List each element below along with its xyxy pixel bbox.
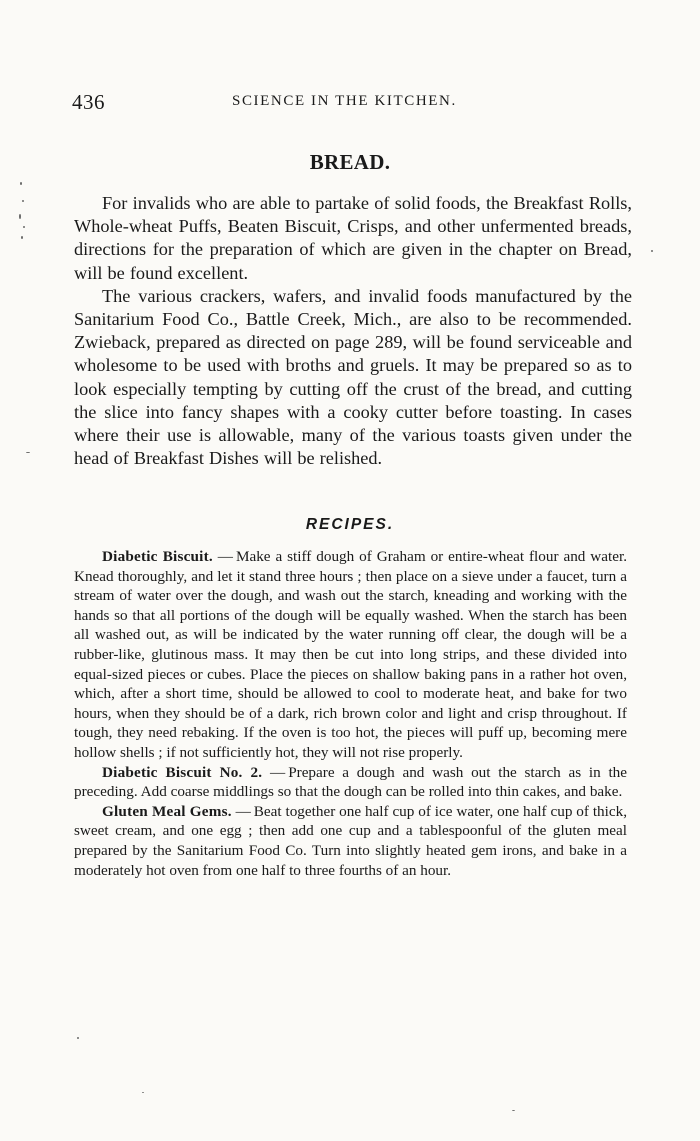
print-speck: [512, 1110, 515, 1111]
section-title: BREAD.: [309, 150, 391, 174]
recipe-name: Diabetic Biscuit.: [102, 548, 213, 565]
print-speck: [142, 1092, 144, 1093]
recipe-gluten-meal-gems: [74, 802, 627, 880]
recipe-text: Beat together one half cup of ice water, one half cup of thick, sweet cream, and one egg ; then add one cup and a tablespoonful of the gluten meal prepared by the Sanitarium Food Co. Turn into slightly heated gem irons, and bake in a moderately hot oven from one half to three fourths of an hour.: [74, 802, 627, 879]
print-speck: [19, 214, 21, 219]
recipe-dash: —: [270, 763, 286, 781]
print-speck: [77, 1037, 79, 1039]
recipe-name: Diabetic Biscuit No. 2.: [102, 763, 263, 781]
recipe-name: Gluten Meal Gems.: [102, 802, 232, 820]
recipe-text: Make a stiff dough of Graham or entire-wheat flour and water. Knead thoroughly, and let it stand three hours ; then place on a sieve under a faucet, turn a stream of water over the dough, and wash out the starch, kneading and working with the hands so that all portions of the dough will be equally washed. When the starch has been all washed out, as will be indicated by the water running off clear, the dough will be a rubber-like, glutinous mass. It may then be cut into long strips, and these divided into equal-sized pieces or cubes. Place the pieces on shallow baking pans in a rather hot oven, which, after a short time, should be allowed to cool to moderate heat, and bake for two hours, when they should be of a dark, rich brown color and light and crisp throughout. If tough, they need rebaking. If the oven is too hot, the pieces will puff up, becoming mere hollow shells ; if not sufficiently hot, they will not rise properly.: [74, 548, 627, 761]
recipe-diabetic-biscuit: [74, 547, 627, 763]
intro-text: [74, 192, 632, 470]
print-speck: [651, 250, 653, 252]
running-title: SCIENCE IN THE KITCHEN.: [232, 93, 457, 109]
print-speck: [21, 236, 23, 239]
print-speck: [23, 226, 25, 228]
recipe-dash: —: [235, 802, 251, 820]
page-number: 436: [72, 90, 105, 114]
recipe-dash: —: [217, 548, 233, 565]
intro-paragraph: The various crackers, wafers, and invalid foods manufactured by the Sanitarium Food Co., Battle Creek, Mich., are also to be recommended. Zwieback, prepared as directed on page 289, will be found serviceable and wholesome to be used with broths and gruels. It may be prepared so as to look especially tempting by cutting off the crust of the bread, and cutting the slice into fancy shapes with a cooky cutter before toasting. In cases where their use is allowable, many of the various toasts given under the head of Breakfast Dishes will be relished.: [74, 285, 632, 469]
print-speck: [20, 182, 22, 185]
recipe-text: Prepare a dough and wash out the starch as in the preceding. Add coarse middlings so that the dough can be rolled into thin cakes, and bake.: [74, 763, 627, 801]
intro-paragraph: For invalids who are able to partake of solid foods, the Breakfast Rolls, Whole-wheat Puffs, Beaten Biscuit, Crisps, and other unfermented breads, directions for the preparation of which are given in the chapter on Bread, will be found excellent.: [74, 193, 632, 283]
print-speck: [26, 452, 30, 453]
recipes-list: [74, 547, 627, 880]
recipes-heading: RECIPES.: [305, 516, 395, 533]
recipe-diabetic-biscuit-no-2: [74, 763, 627, 802]
running-head: [72, 90, 632, 114]
print-speck: [22, 200, 24, 202]
